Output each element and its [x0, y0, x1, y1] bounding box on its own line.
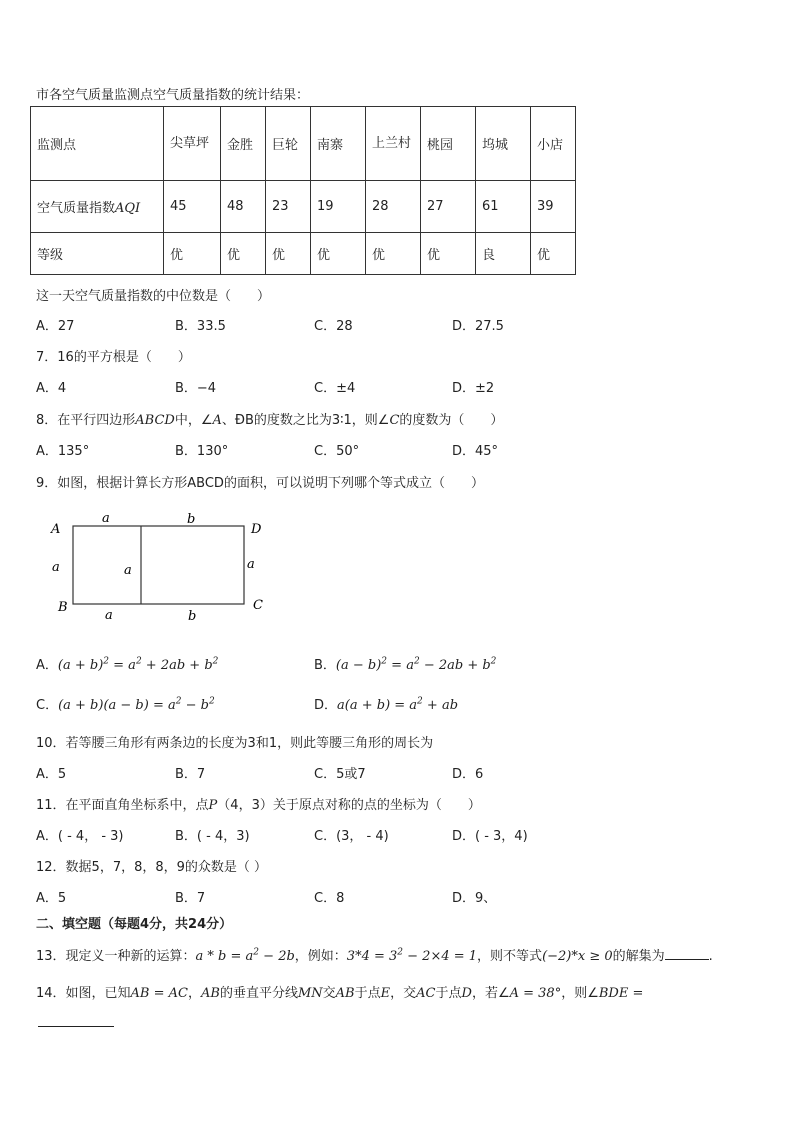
- table-cell: 优: [421, 233, 476, 275]
- q14-text: ，: [187, 986, 201, 1001]
- q7-option-d: D．±2: [452, 381, 495, 396]
- q14-math: AB = AC: [130, 986, 188, 1001]
- option-label: C．: [36, 698, 59, 713]
- q14-text: ，交: [390, 986, 417, 1001]
- q9-stem: 9．如图，根据计算长方形ABCD的面积，可以说明下列哪个等式成立（ ）: [36, 476, 484, 491]
- table-cell: 27: [421, 181, 476, 233]
- option-label: B．: [314, 658, 336, 673]
- table-cell: 48: [221, 181, 266, 233]
- q8-stem: [36, 409, 503, 428]
- table-cell: 优: [164, 233, 221, 275]
- q8-option-a: A．135°: [36, 444, 90, 459]
- q12-option-d: D．9、: [452, 891, 497, 906]
- q14-math: AC: [416, 986, 436, 1001]
- q11-option-b: B．( - 4，3): [175, 829, 250, 844]
- q8-math: ABCD: [135, 413, 175, 428]
- label-left-a: a: [52, 560, 60, 575]
- table-cell: 金胜: [221, 107, 266, 181]
- q8-text: 8．在平行四边形: [36, 413, 136, 428]
- q14-stem: [36, 982, 643, 1001]
- q6-stem: 这一天空气质量指数的中位数是（ ）: [36, 289, 271, 304]
- table-cell: 优: [531, 233, 576, 275]
- q14-text: 交: [322, 986, 336, 1001]
- q6-option-c: C．28: [314, 319, 353, 334]
- table-cell: 尖草坪: [164, 107, 221, 181]
- q8-option-b: B．130°: [175, 444, 229, 459]
- intro-text: 市各空气质量监测点空气质量指数的统计结果：: [36, 88, 310, 103]
- table-cell: 上兰村: [366, 107, 421, 181]
- label-vertex-c: C: [253, 598, 263, 613]
- q14-text: 的垂直平分线: [219, 986, 298, 1001]
- table-row: [31, 107, 576, 181]
- table-cell: 优: [266, 233, 311, 275]
- q11-text: 11．在平面直角坐标系中，点: [36, 798, 209, 813]
- q10-stem: 10．若等腰三角形有两条边的长度为3和1，则此等腰三角形的周长为: [36, 736, 434, 751]
- table-row: [31, 233, 576, 275]
- q7-stem: 7．16的平方根是（ ）: [36, 350, 191, 365]
- label-vertex-a: A: [51, 522, 61, 537]
- q11-stem: [36, 794, 481, 813]
- table-grade-label: 等级: [31, 233, 164, 275]
- q8-math: A: [212, 413, 222, 428]
- label-right-a: a: [247, 557, 255, 572]
- q14-text: =: [628, 986, 644, 1001]
- q10-option-d: D．6: [452, 767, 484, 782]
- q12-stem: 12．数据5，7，8，8，9的众数是（ ）: [36, 860, 268, 875]
- q8-option-c: C．50°: [314, 444, 360, 459]
- q9-option-a: A．$(a + b)^2 = a^2 + 2ab + b^2$: [36, 656, 219, 673]
- q7-option-b: B．−4: [175, 381, 217, 396]
- q13-text: 的解集为: [612, 949, 665, 964]
- table-cell: 19: [311, 181, 366, 233]
- q14-text: 于点: [435, 986, 462, 1001]
- table-cell: 23: [266, 181, 311, 233]
- q12-option-a: A．5: [36, 891, 67, 906]
- q14-math: AB: [201, 986, 220, 1001]
- table-cell: 优: [366, 233, 421, 275]
- q14-answer-blank[interactable]: [38, 1026, 114, 1027]
- answer-blank[interactable]: [665, 947, 709, 960]
- aqi-table: [30, 106, 576, 275]
- q8-math: C: [389, 413, 400, 428]
- q11-option-a: A．( - 4， - 3): [36, 829, 124, 844]
- q14-math: AB: [335, 986, 355, 1001]
- q10-option-a: A．5: [36, 767, 67, 782]
- label-vertex-b: B: [58, 600, 68, 615]
- table-row: [31, 181, 576, 233]
- label-vertex-d: D: [251, 522, 262, 537]
- q6-option-a: A．27: [36, 319, 75, 334]
- label-bottom-a: a: [105, 608, 113, 623]
- label-top-a: a: [102, 511, 110, 526]
- q9-option-d: D．$a(a + b) = a^2$ + ab: [314, 696, 459, 713]
- table-cell: 39: [531, 181, 576, 233]
- table-aqi-label: [31, 181, 164, 233]
- table-cell: 61: [476, 181, 531, 233]
- aqi-label-math: AQI: [115, 201, 141, 216]
- q14-math: D: [461, 986, 472, 1001]
- q12-option-b: B．7: [175, 891, 206, 906]
- aqi-label-text: 空气质量指数: [37, 201, 116, 216]
- q11-option-c: C．(3， - 4): [314, 829, 389, 844]
- q6-option-b: B．33.5: [175, 319, 226, 334]
- table-cell: 优: [311, 233, 366, 275]
- q14-math: BDE: [598, 986, 629, 1001]
- table-cell: 45: [164, 181, 221, 233]
- rectangle-abcd: [73, 526, 244, 604]
- table-cell: 南寨: [311, 107, 366, 181]
- table-cell: 优: [221, 233, 266, 275]
- q14-text: ，若∠: [471, 986, 510, 1001]
- q14-math: MN: [297, 986, 323, 1001]
- q10-option-b: B．7: [175, 767, 206, 782]
- label-bottom-b: b: [188, 609, 197, 624]
- q7-option-a: A．4: [36, 381, 67, 396]
- q14-text: 14．如图，已知: [36, 986, 131, 1001]
- table-header-label: 监测点: [31, 107, 164, 181]
- q11-math: P: [208, 798, 218, 813]
- label-top-b: b: [187, 512, 196, 527]
- q6-option-d: D．27.5: [452, 319, 504, 334]
- table-cell: 小店: [531, 107, 576, 181]
- q14-math: E: [380, 986, 391, 1001]
- q10-option-c: C．5或7: [314, 767, 366, 782]
- q14-text: ，则∠: [561, 986, 599, 1001]
- q8-text: 的度数为（ ）: [399, 413, 504, 428]
- q8-text: 中，∠: [174, 413, 213, 428]
- q11-option-d: D．( - 3，4): [452, 829, 528, 844]
- table-cell: 良: [476, 233, 531, 275]
- q13-text: ，例如：: [294, 949, 347, 964]
- q11-text: （4，3）关于原点对称的点的坐标为（ ）: [217, 798, 481, 813]
- table-cell: 坞城: [476, 107, 531, 181]
- q9-rectangle-figure: [40, 505, 280, 625]
- table-cell: 28: [366, 181, 421, 233]
- q14-math: A = 38°: [509, 986, 562, 1001]
- q8-text: 、ÐB的度数之比为3∶1，则∠: [221, 413, 390, 428]
- q13-text: 13．现定义一种新的运算：: [36, 949, 196, 964]
- table-cell: 巨轮: [266, 107, 311, 181]
- section-heading: 二、填空题（每题4分，共24分）: [36, 917, 233, 932]
- q9-option-c: C．$(a + b)(a - b) = a^2 - b^2$: [36, 696, 215, 713]
- q9-option-b: B．$(a - b)^2 = a^2 - 2ab + b^2$: [314, 656, 497, 673]
- q7-option-c: C．±4: [314, 381, 356, 396]
- q12-option-c: C．8: [314, 891, 345, 906]
- q13-text: ，则不等式: [477, 949, 543, 964]
- q14-text: 于点: [354, 986, 381, 1001]
- q8-option-d: D．45°: [452, 444, 499, 459]
- table-cell: 桃园: [421, 107, 476, 181]
- option-label: A．: [36, 658, 58, 673]
- q13-stem: 13．现定义一种新的运算：$a * b = a^2 - 2b$，例如：$3*4 = 3^2 - 2\times 4 = 1$，则不等式(−2)*x ≥ 0的解集为 .: [36, 947, 713, 964]
- option-label: D．: [314, 698, 338, 713]
- label-middle-a: a: [124, 563, 132, 578]
